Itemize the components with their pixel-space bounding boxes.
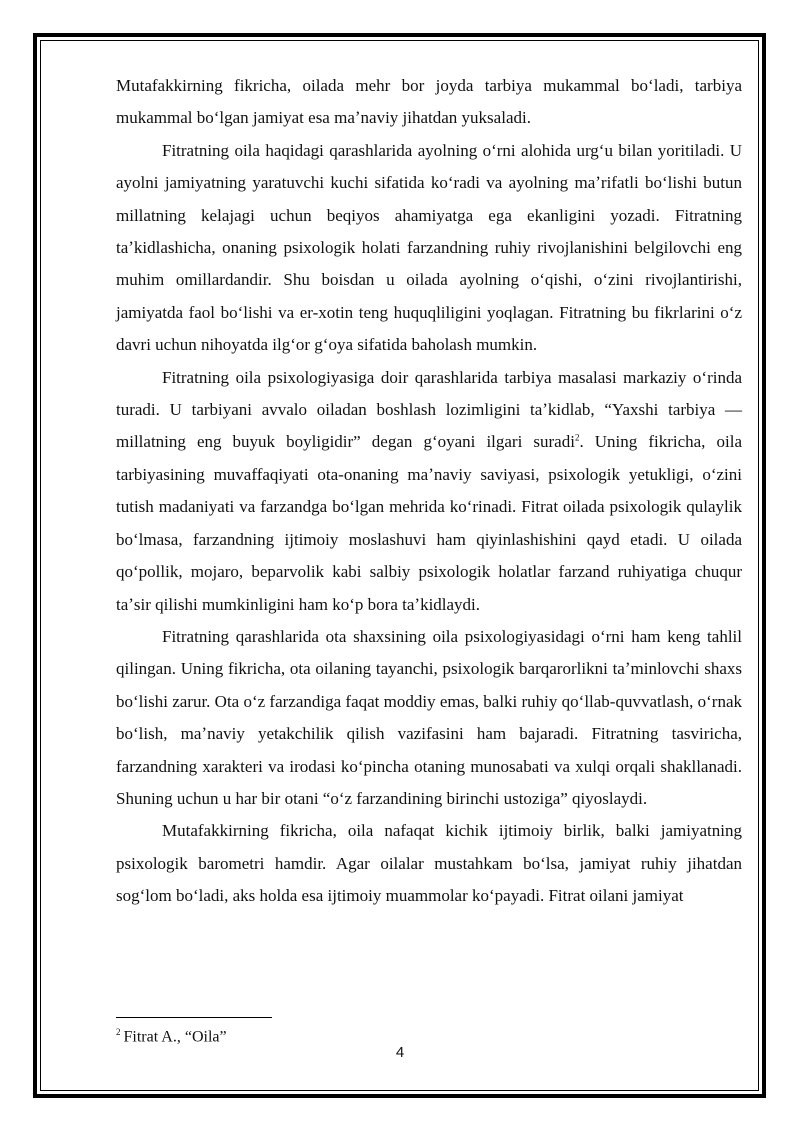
footnote-number: 2 [116, 1027, 121, 1037]
paragraph-5: Mutafakkirning fikricha, oila nafaqat kichik ijtimoiy birlik, balki jamiyatning psixologik barometri hamdir. Agar oilalar mustahkam boʻlsa, jamiyat ruhiy jihatdan sogʻlom boʻladi, aks holda esa ijtimoiy muammolar koʻpayadi. Fitrat oilani jamiyat [116, 821, 742, 906]
paragraph-3-text-before: Fitratning oila psixologiyasiga doir qarashlarida tarbiya masalasi markaziy oʻrinda turadi. U tarbiyani avvalo oiladan boshlash lozimligini taʼkidlab, “Yaxshi tarbiya — millatning eng buyuk boyligidir” degan gʻoyani ilgari suradi [116, 367, 742, 452]
footnote-reference: 2 [574, 432, 580, 443]
paragraph-2: Fitratning oila haqidagi qarashlarida ayolning oʻrni alohida urgʻu bilan yoritiladi. U ayolni jamiyatning yaratuvchi kuchi sifatida koʻradi va ayolning maʼrifatli boʻlishi butun millatning kelajagi uchun beqiyos ahamiyatga ega ekanligini yozadi. Fitratning taʼkidlashicha, onaning psixologik holati farzandning ruhiy rivojlanishini belgilovchi eng muhim omillardandir. Shu boisdan u oilada ayolning oʻqishi, oʻzini rivojlantirishi, jamiyatda faol boʻlishi va er-xotin teng huquqliligini yoqlagan. Fitratning bu fikrlarini oʻz davri uchun nihoyatda ilgʻor gʻoya sifatida baholash mumkin. [116, 140, 742, 355]
footnote-text: Fitrat A., “Oila” [123, 1028, 227, 1046]
paragraph-3-text-after: . Uning fikricha, oila tarbiyasining muvaffaqiyati ota-onaning maʼnaviy saviyasi, psixologik yetukligi, oʻzini tutish madaniyati va farzandga boʻlgan mehrida koʻrinadi. Fitrat oilada psixologik qulaylik boʻlmasa, farzandning ijtimoiy moslashuvi ham qiyinlashishini qayd etadi. U oilada qoʻpollik, mojaro, beparvolik kabi salbiy psixologik holatlar farzand ruhiyatiga chuqur taʼsir qilishi mumkinligini ham koʻp bora taʼkidlaydi. [116, 432, 742, 614]
paragraph-1: Mutafakkirning fikricha, oilada mehr bor joyda tarbiya mukammal boʻladi, tarbiya mukammal boʻlgan jamiyat esa maʼnaviy jihatdan yuksaladi. [116, 76, 742, 128]
paragraph-4: Fitratning qarashlarida ota shaxsining oila psixologiyasidagi oʻrni ham keng tahlil qilingan. Uning fikricha, ota oilaning tayanchi, psixologik barqarorlikni taʼminlovchi shaxs boʻlishi zarur. Ota oʻz farzandiga faqat moddiy emas, balki ruhiy qoʻllab-quvvatlash, oʻrnak boʻlish, maʼnaviy yetakchilik qilish vazifasini ham bajaradi. Fitratning tasviricha, farzandning xarakteri va irodasi koʻpincha otaning munosabati va xulqi orqali shakllanadi. Shuning uchun u har bir otani “oʻz farzandining birinchi ustoziga” qiyoslaydi. [116, 626, 742, 808]
body-text [116, 70, 742, 913]
paragraph-3 [116, 362, 742, 621]
page-number: 4 [395, 1044, 405, 1061]
footnote-separator [116, 1017, 272, 1018]
